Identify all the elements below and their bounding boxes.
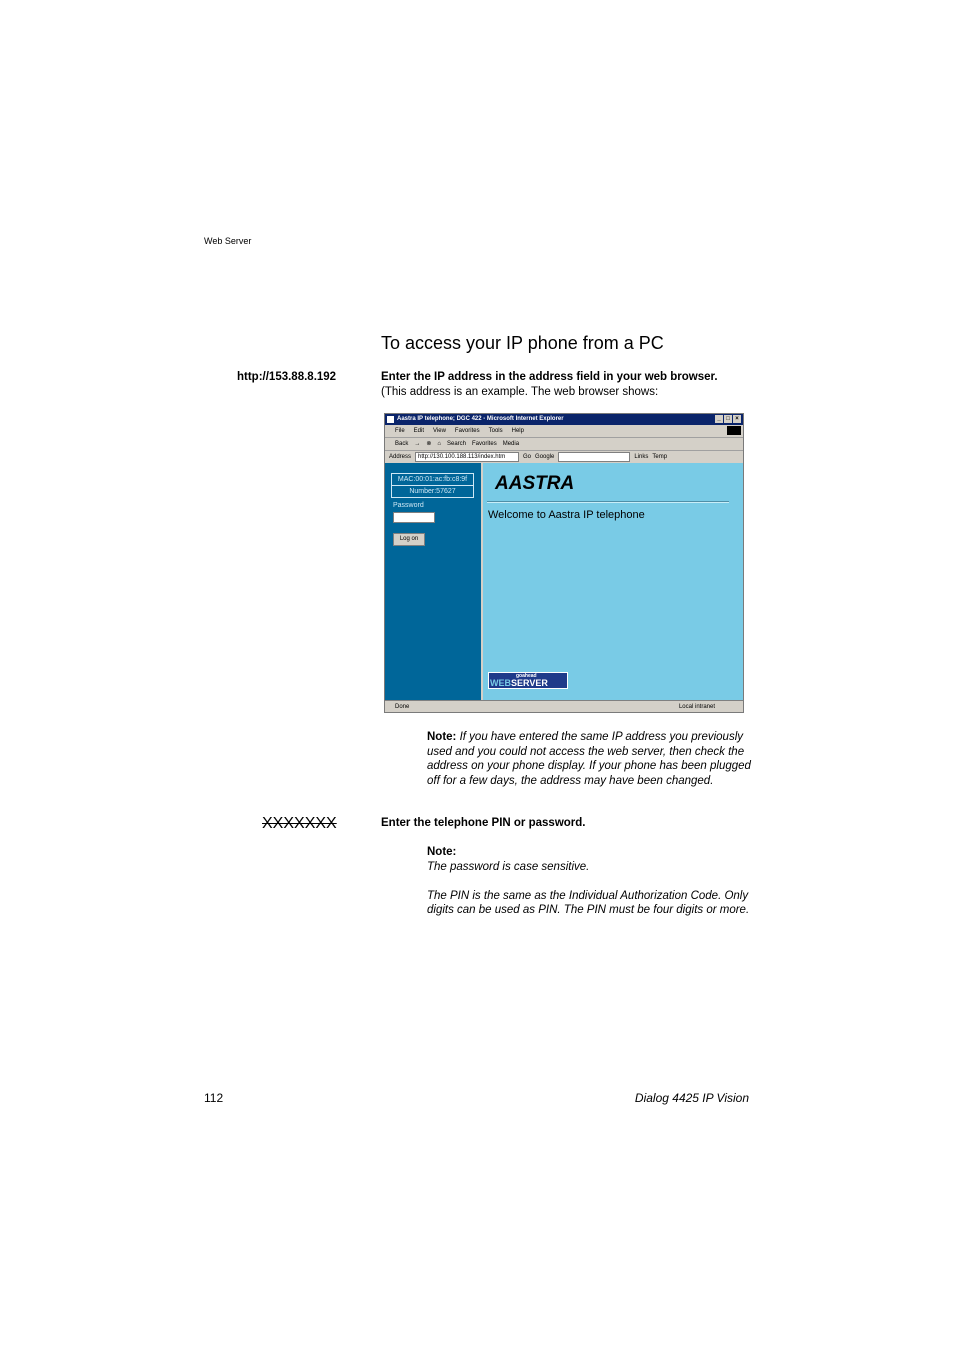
go-button[interactable]: Go [523, 454, 532, 460]
menu-file[interactable]: File [395, 428, 405, 434]
example-url: http://153.88.8.192 [237, 371, 337, 383]
step2-instruction: Enter the telephone PIN or password. [381, 817, 586, 829]
step1-instruction: Enter the IP address in the address field in your web browser. [381, 371, 718, 383]
page-number: 112 [204, 1091, 224, 1105]
browser-menubar [385, 425, 743, 438]
menu-edit[interactable]: Edit [413, 428, 425, 434]
menu-favorites[interactable]: Favorites [454, 428, 480, 434]
maximize-icon[interactable]: □ [724, 415, 732, 423]
webserver-web: WEB [490, 678, 511, 688]
note-ip-address [427, 730, 757, 788]
page-title: To access your IP phone from a PC [381, 333, 664, 353]
divider [487, 501, 729, 503]
welcome-text: Welcome to Aastra IP telephone [488, 509, 645, 521]
media-button[interactable]: Media [502, 441, 520, 447]
pin-symbol: XXXXXXX [262, 815, 337, 832]
browser-toolbar [385, 438, 743, 451]
menu-tools[interactable]: Tools [488, 428, 503, 434]
google-label: Google [535, 454, 555, 460]
phone-number: Number:57627 [409, 488, 456, 495]
address-label: Address [389, 454, 412, 460]
webserver-text [490, 678, 548, 688]
status-zone: Local intranet [678, 704, 715, 710]
note-label: Note: [427, 731, 457, 743]
device-info-box [391, 473, 474, 498]
mac-address: MAC:00:01:ac:fb:c8:9f [392, 474, 473, 486]
logon-button[interactable]: Log on [393, 533, 425, 546]
forward-button[interactable]: → [414, 441, 421, 447]
note-text: If you have entered the same IP address you previously used and you could not access the web server, then check the address on your phone display. If your phone has been plugged off for a few days, the address may have been changed. [427, 731, 751, 787]
browser-titlebar [385, 414, 743, 425]
note-label: Note: [427, 846, 457, 858]
note-pin-info: The PIN is the same as the Individual Authorization Code. Only digits can be used as PIN. The PIN must be four digits or more. [427, 889, 750, 917]
temp-link[interactable]: Temp [652, 454, 668, 460]
note-password [427, 845, 757, 918]
favorites-button[interactable]: Favorites [472, 441, 497, 447]
browser-window-title: Aastra IP telephone; DGC 422 - Microsoft Internet Explorer [397, 416, 564, 422]
minimize-icon[interactable]: _ [715, 415, 723, 423]
webserver-goahead: goahead [516, 673, 537, 679]
windows-logo-icon [727, 426, 741, 435]
stop-button[interactable]: ⊗ [426, 441, 432, 447]
aastra-logo: AASTRA [495, 473, 575, 494]
login-sidebar [385, 463, 481, 701]
browser-screenshot [384, 413, 744, 713]
status-text: Done [395, 704, 410, 710]
section-header: Web Server [204, 236, 252, 246]
menu-view[interactable]: View [433, 428, 446, 434]
ie-icon [387, 416, 394, 423]
back-button[interactable]: Back [395, 441, 409, 447]
home-button[interactable]: ⌂ [437, 441, 441, 447]
browser-statusbar [385, 700, 743, 712]
google-search-input[interactable] [558, 452, 630, 462]
browser-content [385, 463, 743, 701]
note-case-sensitive: The password is case sensitive. [427, 860, 590, 873]
webserver-logo [488, 672, 568, 689]
welcome-pane [481, 463, 743, 701]
step1-subtext: (This address is an example. The web browser shows: [381, 386, 659, 398]
close-icon[interactable]: × [733, 415, 741, 423]
search-button[interactable]: Search [447, 441, 467, 447]
webserver-server: SERVER [511, 678, 548, 688]
password-label: Password [393, 502, 424, 509]
document-title: Dialog 4425 IP Vision [634, 1091, 749, 1105]
menu-help[interactable]: Help [511, 428, 524, 434]
password-input[interactable] [393, 512, 435, 523]
links-label[interactable]: Links [634, 454, 649, 460]
address-input[interactable]: http://130.100.188.113/index.htm [415, 452, 519, 462]
